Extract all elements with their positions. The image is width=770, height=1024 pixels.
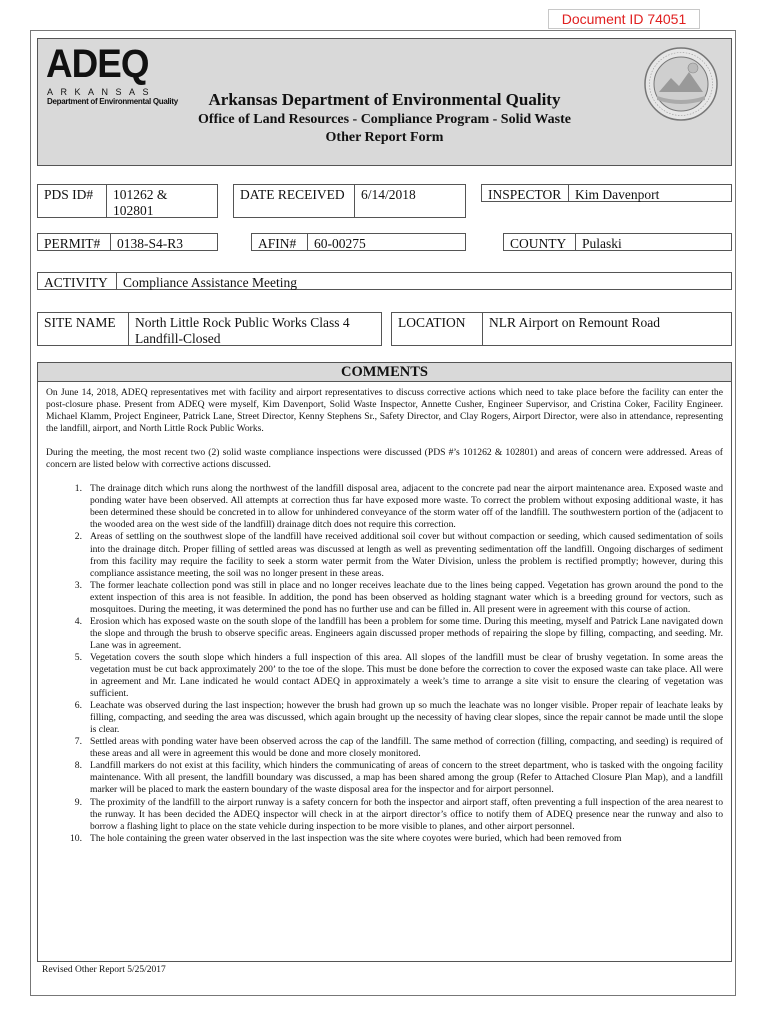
form-name: Other Report Form — [325, 130, 444, 145]
site-name-line-2: Landfill-Closed — [135, 331, 221, 346]
list-item — [46, 531, 723, 579]
list-item-text: Landfill markers do not exist at this facility, which hinders the communicating of areas of concern to the street department, who is tasked with the ongoing facility maintenance. With all present, the landfill boundary was discussed, a map has been shared among the group (Refer to Attached Closure Plan Map), and a landfill marker will be placed to mark the eastern boundary of the waste disposal area for the inspector and for airport personnel. — [90, 760, 723, 796]
logo-department-text: Department of Environmental Quality — [47, 97, 178, 106]
list-item-text: Vegetation covers the south slope which hinders a full inspection of this area. All slopes of the landfill must be clear of brushy vegetation. In some areas the vegetation must be cut back approximately 200’ to the toe of the slope. This must be done before the correction to cover the exposed waste can take place. All were in agreement and Mr. Lane indicated he would contact ADEQ in approximately a week’s time to arrange a site visit to ensure the clearing of vegetation was sufficient. — [90, 651, 723, 700]
list-item-number: 5. — [74, 651, 82, 663]
list-item — [46, 580, 723, 616]
county-value: Pulaski — [575, 233, 732, 251]
list-item-text: The drainage ditch which runs along the northwest of the landfill disposal area, adjacent to the concrete pad near the airport maintenance area. Exposed waste and ponding water have been observed. All attempts at correction thus far have exposed more waste. To correct the problem without exposing additional waste, it has been determined these should be concreted in to allow for unhindered conveyance of the storm water off of the landfill. The southwestern portion of the (adjacent to the wooded area on the west side of the landfill) drainage ditch does not require this correction. — [90, 483, 723, 531]
site-name-line-1: North Little Rock Public Works Class 4 — [135, 315, 350, 330]
afin-value: 60-00275 — [307, 233, 466, 251]
department-title: Arkansas Department of Environmental Quality — [208, 90, 561, 109]
date-received-label: DATE RECEIVED — [233, 184, 355, 218]
list-item — [46, 833, 723, 845]
inspector-value: Kim Davenport — [568, 184, 732, 202]
site-name-value — [128, 312, 382, 346]
list-item — [46, 797, 723, 833]
list-item-text: The proximity of the landfill to the airport runway is a safety concern for both the inspector and airport staff, often preventing a full inspection of the area nearest to the runway. It has been decided the ADEQ inspector will check in at the airport director’s office to notify them of ADEQ presence near the runway and also to borrow a flashing light to place on the state vehicle during inspection to be more visible to planes, and other airport personnel. — [90, 796, 723, 832]
location-label: LOCATION — [391, 312, 483, 346]
county-label: COUNTY — [503, 233, 576, 251]
list-item-number: 9. — [74, 796, 82, 808]
list-item-text: Leachate was observed during the last inspection; however the brush had grown up so much the leachate was no longer visible. Proper repair of leachate leaks by filling, compacting, and seeding the area was discussed, which again brought up the necessity of having clear slopes, since the repair cannot be made until the slope is clear. — [90, 700, 723, 736]
inspector-label: INSPECTOR — [481, 184, 569, 202]
office-subtitle: Office of Land Resources - Compliance Program - Solid Waste — [198, 112, 571, 127]
list-item-number: 10. — [70, 832, 82, 844]
concerns-list — [46, 483, 723, 844]
pds-id-value — [106, 184, 218, 218]
location-value: NLR Airport on Remount Road — [482, 312, 732, 346]
site-name-label: SITE NAME — [37, 312, 129, 346]
logo-state-text: ARKANSAS — [47, 87, 157, 97]
list-item-text: The former leachate collection pond was still in place and no longer receives leachate due to the lines being capped. Vegetation has grown around the pond to the extent inspection of this area is not feasible. In addition, the pond has been observed as holding stagnant water which is a breeding ground for vectors, such as mosquitoes. During the meeting, it was determined the pond has no further use and can be filled in. All present were in agreement with this course of action. — [90, 579, 723, 615]
permit-label: PERMIT# — [37, 233, 111, 251]
comments-heading: COMMENTS — [37, 362, 732, 382]
pds-id-label: PDS ID# — [37, 184, 107, 218]
list-item — [46, 760, 723, 796]
activity-value: Compliance Assistance Meeting — [116, 272, 732, 290]
revision-footer: Revised Other Report 5/25/2017 — [42, 965, 166, 975]
list-item-number: 4. — [74, 615, 82, 627]
list-item-number: 2. — [74, 531, 82, 543]
comments-paragraph-1: On June 14, 2018, ADEQ representatives met with facility and airport representatives to discuss corrective actions which need to take place before the facility can enter the post-closure phase. Present from ADEQ were myself, Kim Davenport, Solid Waste Inspector, Annette Cusher, Engineer Supervisor, and Cristina Coker, Facility Engineer. Michael Klamm, Project Engineer, Patrick Lane, Street Director, Kenny Stephens Sr., Safety Director, and Clay Rogers, Airport Director, were also in attendance, representing the landfill, airport, and North Little Rock Public Works. — [46, 387, 723, 435]
adeq-logo: ADEQ — [46, 42, 149, 86]
document-id-label: Document ID 74051 — [548, 9, 700, 29]
date-received-value: 6/14/2018 — [354, 184, 466, 218]
comments-body — [37, 382, 732, 962]
list-item — [46, 736, 723, 760]
list-item-text: Areas of settling on the southwest slope of the landfill have received additional soil cover but without compaction or seeding, which caused sedimentation of soils into the drainage ditch. Proper filling of settled areas was discussed at length as well as preventing sedimentation off the landfill. Ongoing discharges of sediment from this facility may require the facility to seek a storm water permit from the Water Division, unless the problem is rectified promptly; however, during this compliance assistance meeting, the soil was no longer present in these areas. — [90, 531, 723, 579]
list-item-number: 3. — [74, 579, 82, 591]
state-seal-icon — [643, 46, 719, 122]
pds-id-line-1: 101262 & — [113, 187, 168, 202]
list-item-text: Settled areas with ponding water have been observed across the cap of the landfill. The same method of correction (filling, compacting, and seeding) is required of these areas and all were in agreement this would be done and more closely monitored. — [90, 736, 723, 760]
permit-value: 0138-S4-R3 — [110, 233, 218, 251]
form-header — [37, 38, 732, 166]
comments-paragraph-2: During the meeting, the most recent two (2) solid waste compliance inspections were discussed (PDS #’s 101262 & 102801) and areas of concern were addressed. Areas of concern are listed below with corrective actions discussed. — [46, 447, 723, 471]
list-item-number: 7. — [74, 736, 82, 748]
list-item — [46, 652, 723, 700]
activity-label: ACTIVITY — [37, 272, 117, 290]
list-item-number: 8. — [74, 760, 82, 772]
list-item-number: 6. — [74, 700, 82, 712]
list-item — [46, 700, 723, 736]
list-item-text: The hole containing the green water observed in the last inspection was the site where coyotes were buried, which had been removed from — [90, 832, 622, 844]
list-item — [46, 483, 723, 531]
list-item — [46, 616, 723, 652]
list-item-number: 1. — [74, 483, 82, 495]
list-item-text: Erosion which has exposed waste on the south slope of the landfill has been a problem for some time. During this meeting, myself and Patrick Lane navigated down the slope and through the brush to observe specific areas. Engineers again discussed proper methods of repairing the slope by filling, compacting, and seeding. Mr. Lane was in agreement. — [90, 615, 723, 651]
pds-id-line-2: 102801 — [113, 203, 154, 218]
afin-label: AFIN# — [251, 233, 308, 251]
